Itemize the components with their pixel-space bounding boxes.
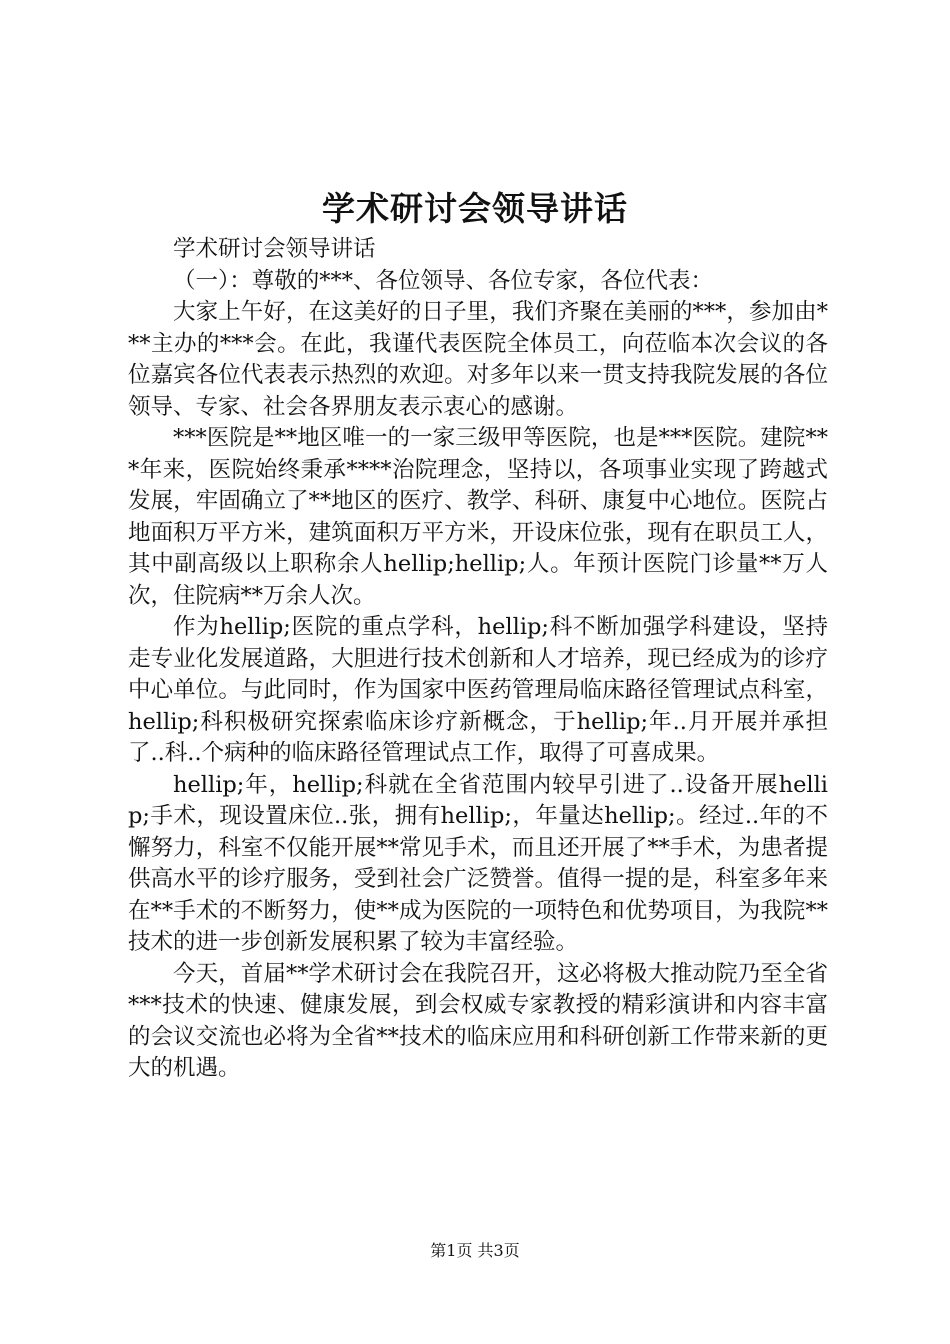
body-paragraph: 大家上午好，在这美好的日子里，我们齐聚在美丽的***，参加由***主办的***会。在此，我谨代表医院全体员工，向莅临本次会议的各位嘉宾各位代表表示热烈的欢迎。对多年以来一贯支持我院发展的各位领导、专家、社会各界朋友表示衷心的感谢。 bbox=[128, 299, 828, 420]
body-paragraph: hellip;年，hellip;科就在全省范围内较早引进了..设备开展hellip;手术，现设置床位..张，拥有hellip;，年量达hellip;。经过..年的不懈努力，科室不仅能开展**常见手术，而且还开展了**手术，为患者提供高水平的诊疗服务，受到社会广泛赞誉。值得一提的是，科室多年来在**手术的不断努力，使**成为医院的一项特色和优势项目，为我院**技术的进一步创新发展积累了较为丰富经验。 bbox=[128, 771, 828, 955]
body-paragraph: ***医院是**地区唯一的一家三级甲等医院，也是***医院。建院***年来，医院始终秉承****治院理念，坚持以，各项事业实现了跨越式发展，牢固确立了**地区的医疗、教学、科研、康复中心地位。医院占地面积万平方米，建筑面积万平方米，开设床位张，现有在职员工人，其中副高级以上职称余人hellip;hellip;人。年预计医院门诊量**万人次，住院病**万余人次。 bbox=[128, 425, 828, 609]
body-paragraph: （一）：尊敬的***、各位领导、各位专家，各位代表： bbox=[173, 267, 714, 294]
body-paragraph: 学术研讨会领导讲话 bbox=[173, 236, 376, 262]
body-paragraph: 今天，首届**学术研讨会在我院召开，这必将极大推动院乃至全省***技术的快速、健康发展，到会权威专家教授的精彩演讲和内容丰富的会议交流也必将为全省**技术的临床应用和科研创新工作带来新的更大的机遇。 bbox=[128, 960, 828, 1081]
page-number-footer: 第1页 共3页 bbox=[430, 1241, 520, 1260]
body-paragraph: 作为hellip;医院的重点学科，hellip;科不断加强学科建设，坚持走专业化发展道路，大胆进行技术创新和人才培养，现已经成为的诊疗中心单位。与此同时，作为国家中医药管理局临床路径管理试点科室，hellip;科积极研究探索临床诊疗新概念，于hellip;年..月开展并承担了..科..个病种的临床路径管理试点工作，取得了可喜成果。 bbox=[128, 614, 828, 766]
document-body bbox=[128, 234, 828, 1085]
document-title: 学术研讨会领导讲话 bbox=[322, 189, 628, 228]
